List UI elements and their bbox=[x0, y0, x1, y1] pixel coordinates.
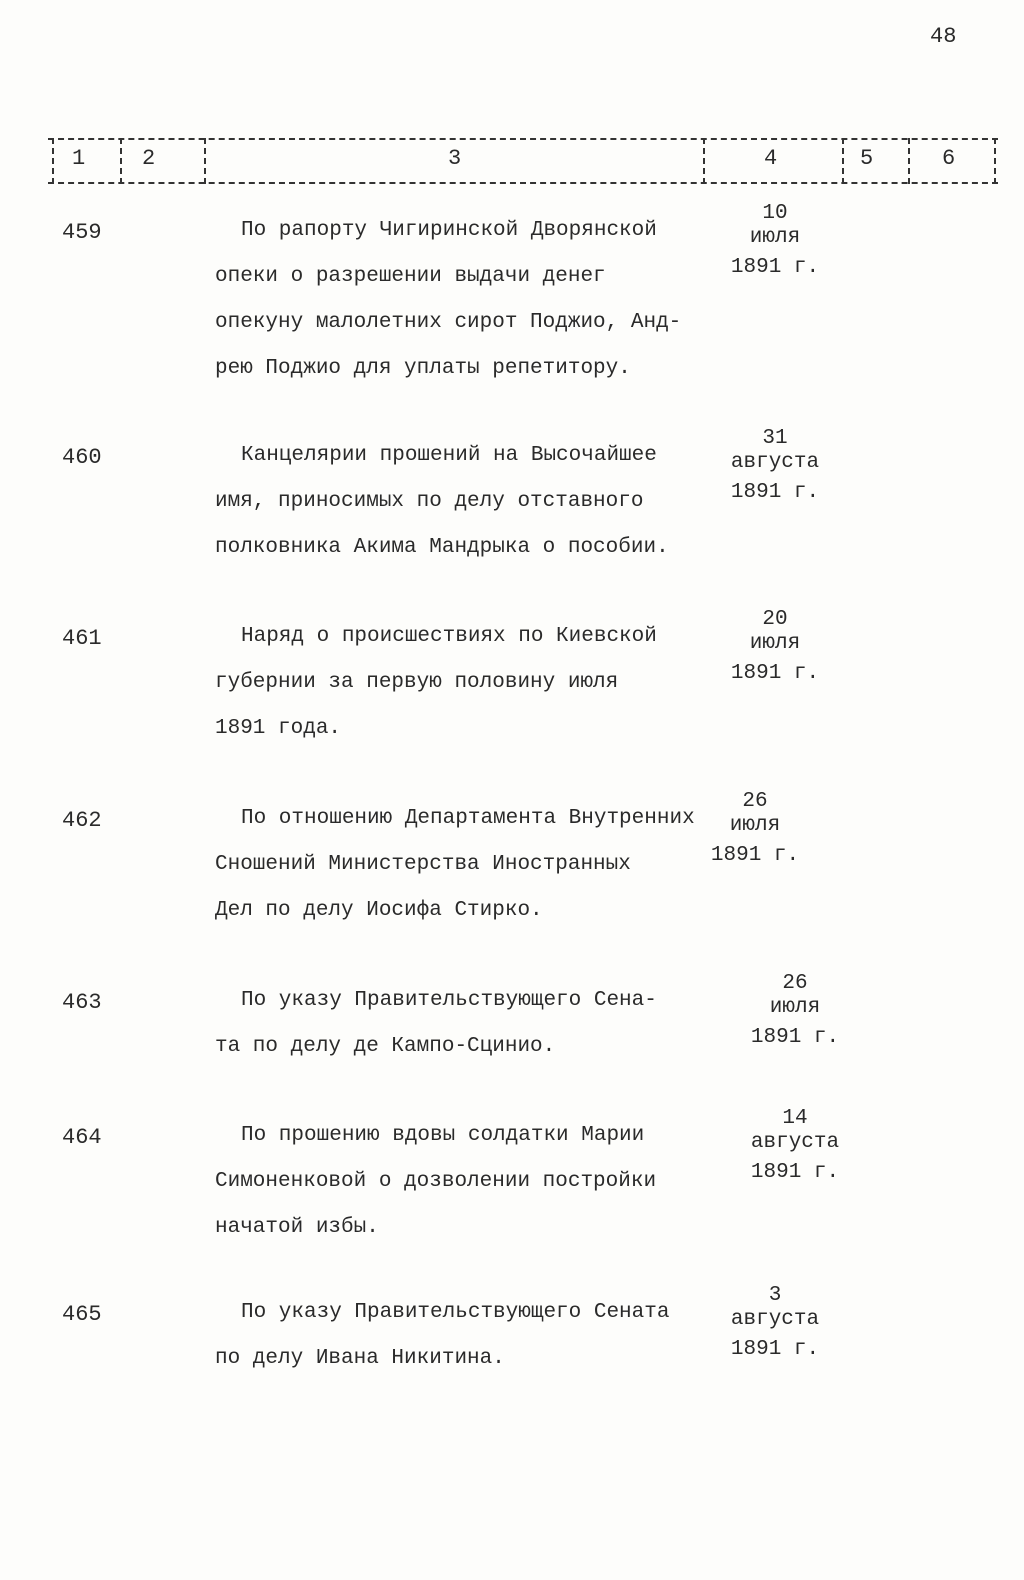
date-month: июля bbox=[729, 814, 781, 837]
description-line: губернии за первую половину июля bbox=[215, 671, 619, 694]
entry-number: 465 bbox=[62, 1302, 102, 1327]
entry-date bbox=[735, 972, 855, 1050]
entry-number: 462 bbox=[62, 808, 102, 833]
date-day: 3 bbox=[768, 1284, 782, 1307]
description-line: Наряд о происшествиях по Киевской bbox=[241, 625, 657, 648]
date-day: 26 bbox=[742, 790, 768, 813]
entry-description bbox=[215, 978, 755, 1070]
entry-date bbox=[715, 1284, 835, 1362]
date-year: 1891 г. bbox=[730, 1338, 820, 1361]
column-divider bbox=[52, 138, 54, 184]
column-header-1: 1 bbox=[72, 146, 86, 171]
entry-number: 461 bbox=[62, 626, 102, 651]
date-year: 1891 г. bbox=[710, 844, 800, 867]
description-line: По прошению вдовы солдатки Марии bbox=[241, 1124, 645, 1147]
description-line: та по делу де Кампо-Сцинио. bbox=[215, 1035, 556, 1058]
column-divider bbox=[703, 138, 705, 184]
column-header-5: 5 bbox=[860, 146, 874, 171]
entry-date bbox=[715, 427, 835, 505]
date-month: июля bbox=[749, 632, 801, 655]
description-line: По указу Правительствующего Сената bbox=[241, 1301, 670, 1324]
description-line: Дел по делу Иосифа Стирко. bbox=[215, 899, 543, 922]
date-month: августа bbox=[750, 1131, 840, 1154]
date-day: 14 bbox=[782, 1107, 808, 1130]
date-year: 1891 г. bbox=[750, 1026, 840, 1049]
column-divider bbox=[120, 138, 122, 184]
description-line: Сношений Министерства Иностранных bbox=[215, 853, 631, 876]
entry-number: 464 bbox=[62, 1125, 102, 1150]
date-month: августа bbox=[730, 451, 820, 474]
date-month: июля bbox=[769, 996, 821, 1019]
entry-number: 459 bbox=[62, 220, 102, 245]
description-line: имя, приносимых по делу отставного bbox=[215, 490, 644, 513]
entry-number: 460 bbox=[62, 445, 102, 470]
description-line: По рапорту Чигиринской Дворянской bbox=[241, 219, 657, 242]
entry-description bbox=[215, 614, 755, 752]
date-year: 1891 г. bbox=[730, 481, 820, 504]
entry-date bbox=[735, 1107, 855, 1185]
description-line: По указу Правительствующего Сена- bbox=[241, 989, 657, 1012]
description-line: Канцелярии прошений на Высочайшее bbox=[241, 444, 657, 467]
description-line: по делу Ивана Никитина. bbox=[215, 1347, 505, 1370]
date-month: июля bbox=[749, 226, 801, 249]
column-header-3: 3 bbox=[448, 146, 462, 171]
description-line: рею Поджио для уплаты репетитору. bbox=[215, 357, 631, 380]
date-day: 10 bbox=[762, 202, 788, 225]
description-line: опекуну малолетних сирот Поджио, Анд- bbox=[215, 311, 682, 334]
date-year: 1891 г. bbox=[730, 256, 820, 279]
page-number: 48 bbox=[930, 24, 957, 49]
date-day: 20 bbox=[762, 608, 788, 631]
description-line: Симоненковой о дозволении постройки bbox=[215, 1170, 657, 1193]
header-bottom-rule bbox=[48, 182, 998, 184]
date-year: 1891 г. bbox=[750, 1161, 840, 1184]
description-line: начатой избы. bbox=[215, 1216, 379, 1239]
entry-description bbox=[215, 1113, 755, 1251]
entry-date bbox=[695, 790, 815, 868]
description-line: 1891 года. bbox=[215, 717, 342, 740]
entry-number: 463 bbox=[62, 990, 102, 1015]
description-line: полковника Акима Мандрыка о пособии. bbox=[215, 536, 669, 559]
entry-description bbox=[215, 208, 755, 392]
date-day: 31 bbox=[762, 427, 788, 450]
entry-date bbox=[715, 202, 835, 280]
column-header-2: 2 bbox=[142, 146, 156, 171]
entry-description bbox=[215, 433, 755, 571]
column-divider bbox=[842, 138, 844, 184]
column-divider bbox=[994, 138, 996, 184]
date-year: 1891 г. bbox=[730, 662, 820, 685]
header-top-rule bbox=[48, 138, 998, 140]
description-line: опеки о разрешении выдачи денег bbox=[215, 265, 606, 288]
entry-description bbox=[215, 1290, 755, 1382]
column-divider bbox=[204, 138, 206, 184]
date-day: 26 bbox=[782, 972, 808, 995]
column-divider bbox=[908, 138, 910, 184]
column-header-4: 4 bbox=[764, 146, 778, 171]
date-month: августа bbox=[730, 1308, 820, 1331]
entry-date bbox=[715, 608, 835, 686]
column-header-6: 6 bbox=[942, 146, 956, 171]
entry-description bbox=[215, 796, 755, 934]
description-line: По отношению Департамента Внутренних bbox=[241, 807, 695, 830]
